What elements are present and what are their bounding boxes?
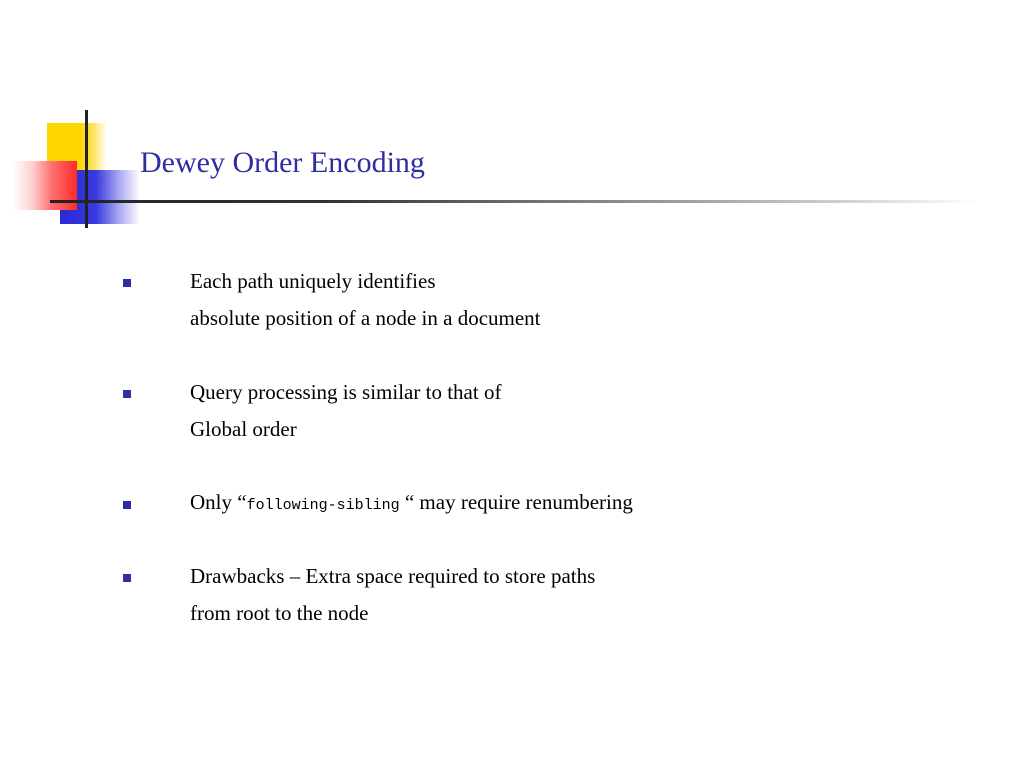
square-bullet-icon (123, 574, 131, 582)
bullet-text-continued: Global order (190, 417, 297, 441)
square-bullet-icon (123, 501, 131, 509)
slide-title: Dewey Order Encoding (140, 146, 425, 179)
square-bullet-icon (123, 279, 131, 287)
square-bullet-icon (123, 390, 131, 398)
bullet-text-continued: absolute position of a node in a document (190, 306, 541, 330)
bullet-text-prefix: Only “ (190, 490, 247, 514)
code-term: following-sibling (246, 497, 400, 514)
bullet-text: Each path uniquely identifies (190, 269, 436, 293)
bullet-text (190, 488, 633, 520)
bullet-text-continued: from root to the node (190, 601, 369, 625)
bullet-text: Query processing is similar to that of (190, 380, 502, 404)
bullet-text-suffix: “ may require renumbering (399, 490, 633, 514)
bullet-text: Drawbacks – Extra space required to store paths (190, 564, 596, 588)
